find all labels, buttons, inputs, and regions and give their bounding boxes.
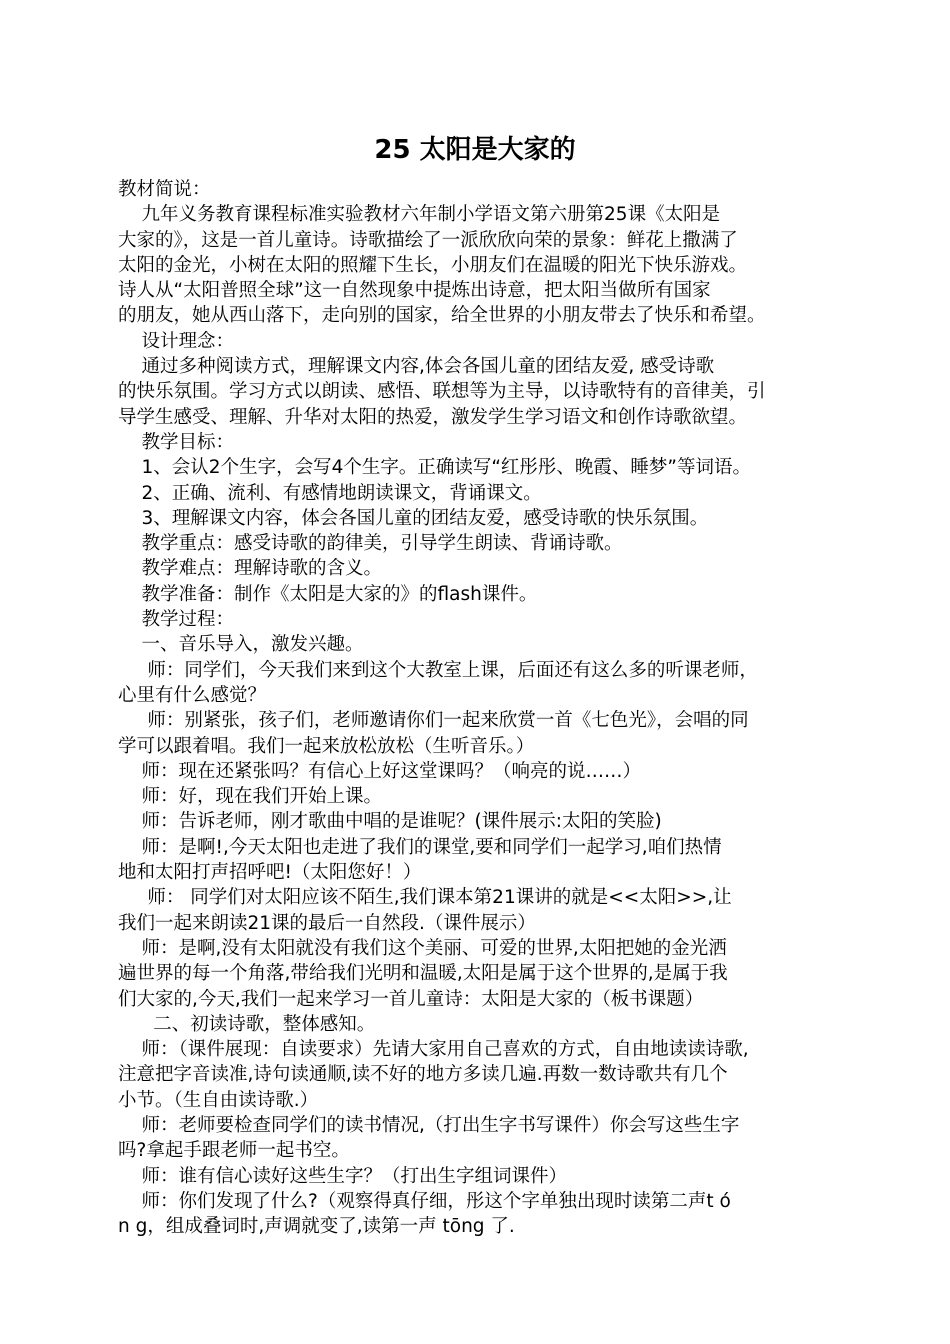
text-line: 的朋友，她从西山落下，走向别的国家，给全世界的小朋友带去了快乐和希望。 (118, 305, 766, 327)
text-line: 教材简说： (118, 179, 211, 200)
text-line: 诗人从“太阳普照全球”这一自然现象中提炼出诗意，把太阳当做所有国家 (118, 280, 711, 302)
text-line: 师：是啊!,今天太阳也走进了我们的课堂,要和同学们一起学习,咱们热情 (118, 836, 722, 858)
text-line: 九年义务教育课程标准实验教材六年制小学语文第六册第25课《太阳是 (118, 204, 721, 226)
text-line: 学可以跟着唱。我们一起来放松放松（生听音乐。） (118, 735, 535, 757)
text-line: 教学难点：理解诗歌的含义。 (118, 558, 383, 580)
text-line: 师：老师要检查同学们的读书情况,（打出生字书写课件）你会写这些生字 (118, 1114, 740, 1136)
document-body (118, 177, 848, 1239)
text-line: 师：现在还紧张吗？有信心上好这堂课吗？（响亮的说……） (118, 760, 642, 782)
text-line: 师：（课件展现：自读要求）先请大家用自己喜欢的方式，自由地读读诗歌, (118, 1039, 749, 1061)
text-line: 设计理念： (118, 330, 235, 352)
text-line: 的快乐氛围。学习方式以朗读、感悟、联想等为主导，以诗歌特有的音律美，引 (118, 381, 766, 403)
text-line: 太阳的金光，小树在太阳的照耀下生长，小朋友们在温暖的阳光下快乐游戏。 (118, 254, 748, 276)
text-line: 我们一起来朗读21课的最后一自然段.（课件展示） (118, 912, 536, 934)
text-line: 3、理解课文内容，体会各国儿童的团结友爱，感受诗歌的快乐氛围。 (118, 507, 709, 529)
text-line: 师：你们发现了什么?（观察得真仔细，彤这个字单独出现时读第二声t ó (118, 1190, 731, 1212)
text-line: 心里有什么感觉？ (118, 684, 267, 706)
text-line: 二、初读诗歌，整体感知。 (118, 1013, 376, 1035)
text-line: 师： 同学们对太阳应该不陌生,我们课本第21课讲的就是<<太阳>>,让 (118, 887, 732, 909)
text-line: 注意把字音读准,诗句读通顺,读不好的地方多读几遍.再数一数诗歌共有几个 (118, 1064, 728, 1086)
text-line: 师：同学们，今天我们来到这个大教室上课，后面还有这么多的听课老师， (118, 659, 758, 681)
text-line: 导学生感受、理解、升华对太阳的热爱，激发学生学习语文和创作诗歌欲望。 (118, 406, 748, 428)
text-line: 2、正确、流利、有感情地朗读课文，背诵课文。 (118, 482, 542, 504)
text-line: 师：是啊,没有太阳就没有我们这个美丽、可爱的世界,太阳把她的金光洒 (118, 937, 727, 959)
text-line: 遍世界的每一个角落,带给我们光明和温暖,太阳是属于这个世界的,是属于我 (118, 963, 728, 985)
text-line: 教学目标： (118, 431, 235, 453)
text-line: 一、音乐导入，激发兴趣。 (118, 634, 364, 656)
text-line: 教学重点：感受诗歌的韵律美，引导学生朗读、背诵诗歌。 (118, 533, 623, 555)
text-line: 吗?拿起手跟老师一起书空。 (118, 1140, 350, 1162)
text-line: 教学准备：制作《太阳是大家的》的flash课件。 (118, 583, 538, 605)
text-line: 1、会认2个生字，会写4个生字。正确读写“红彤彤、晚霞、睡梦”等词语。 (118, 457, 752, 479)
text-line: 师：谁有信心读好这些生字？（打出生字组词课件） (118, 1165, 568, 1187)
text-line: 通过多种阅读方式，理解课文内容,体会各国儿童的团结友爱, 感受诗歌 (118, 356, 715, 378)
text-line: 地和太阳打声招呼吧!（太阳您好！） (118, 862, 422, 884)
text-line: 教学过程： (118, 609, 235, 631)
text-line: 们大家的,今天,我们一起来学习一首儿童诗：太阳是大家的（板书课题） (118, 988, 704, 1010)
text-line: 师：告诉老师，刚才歌曲中唱的是谁呢？(课件展示:太阳的笑脸) (118, 811, 662, 833)
text-line: n g，组成叠词时,声调就变了,读第一声 tōng 了. (118, 1216, 515, 1238)
text-line: 师：别紧张，孩子们，老师邀请你们一起来欣赏一首《七色光》，会唱的同 (118, 710, 749, 732)
text-line: 小节。（生自由读诗歌.） (118, 1089, 319, 1111)
text-line: 师：好，现在我们开始上课。 (118, 786, 383, 808)
document-title: 25 太阳是大家的 (374, 135, 576, 165)
text-line: 大家的》，这是一首儿童诗。诗歌描绘了一派欣欣向荣的景象：鲜花上撒满了 (118, 229, 738, 251)
